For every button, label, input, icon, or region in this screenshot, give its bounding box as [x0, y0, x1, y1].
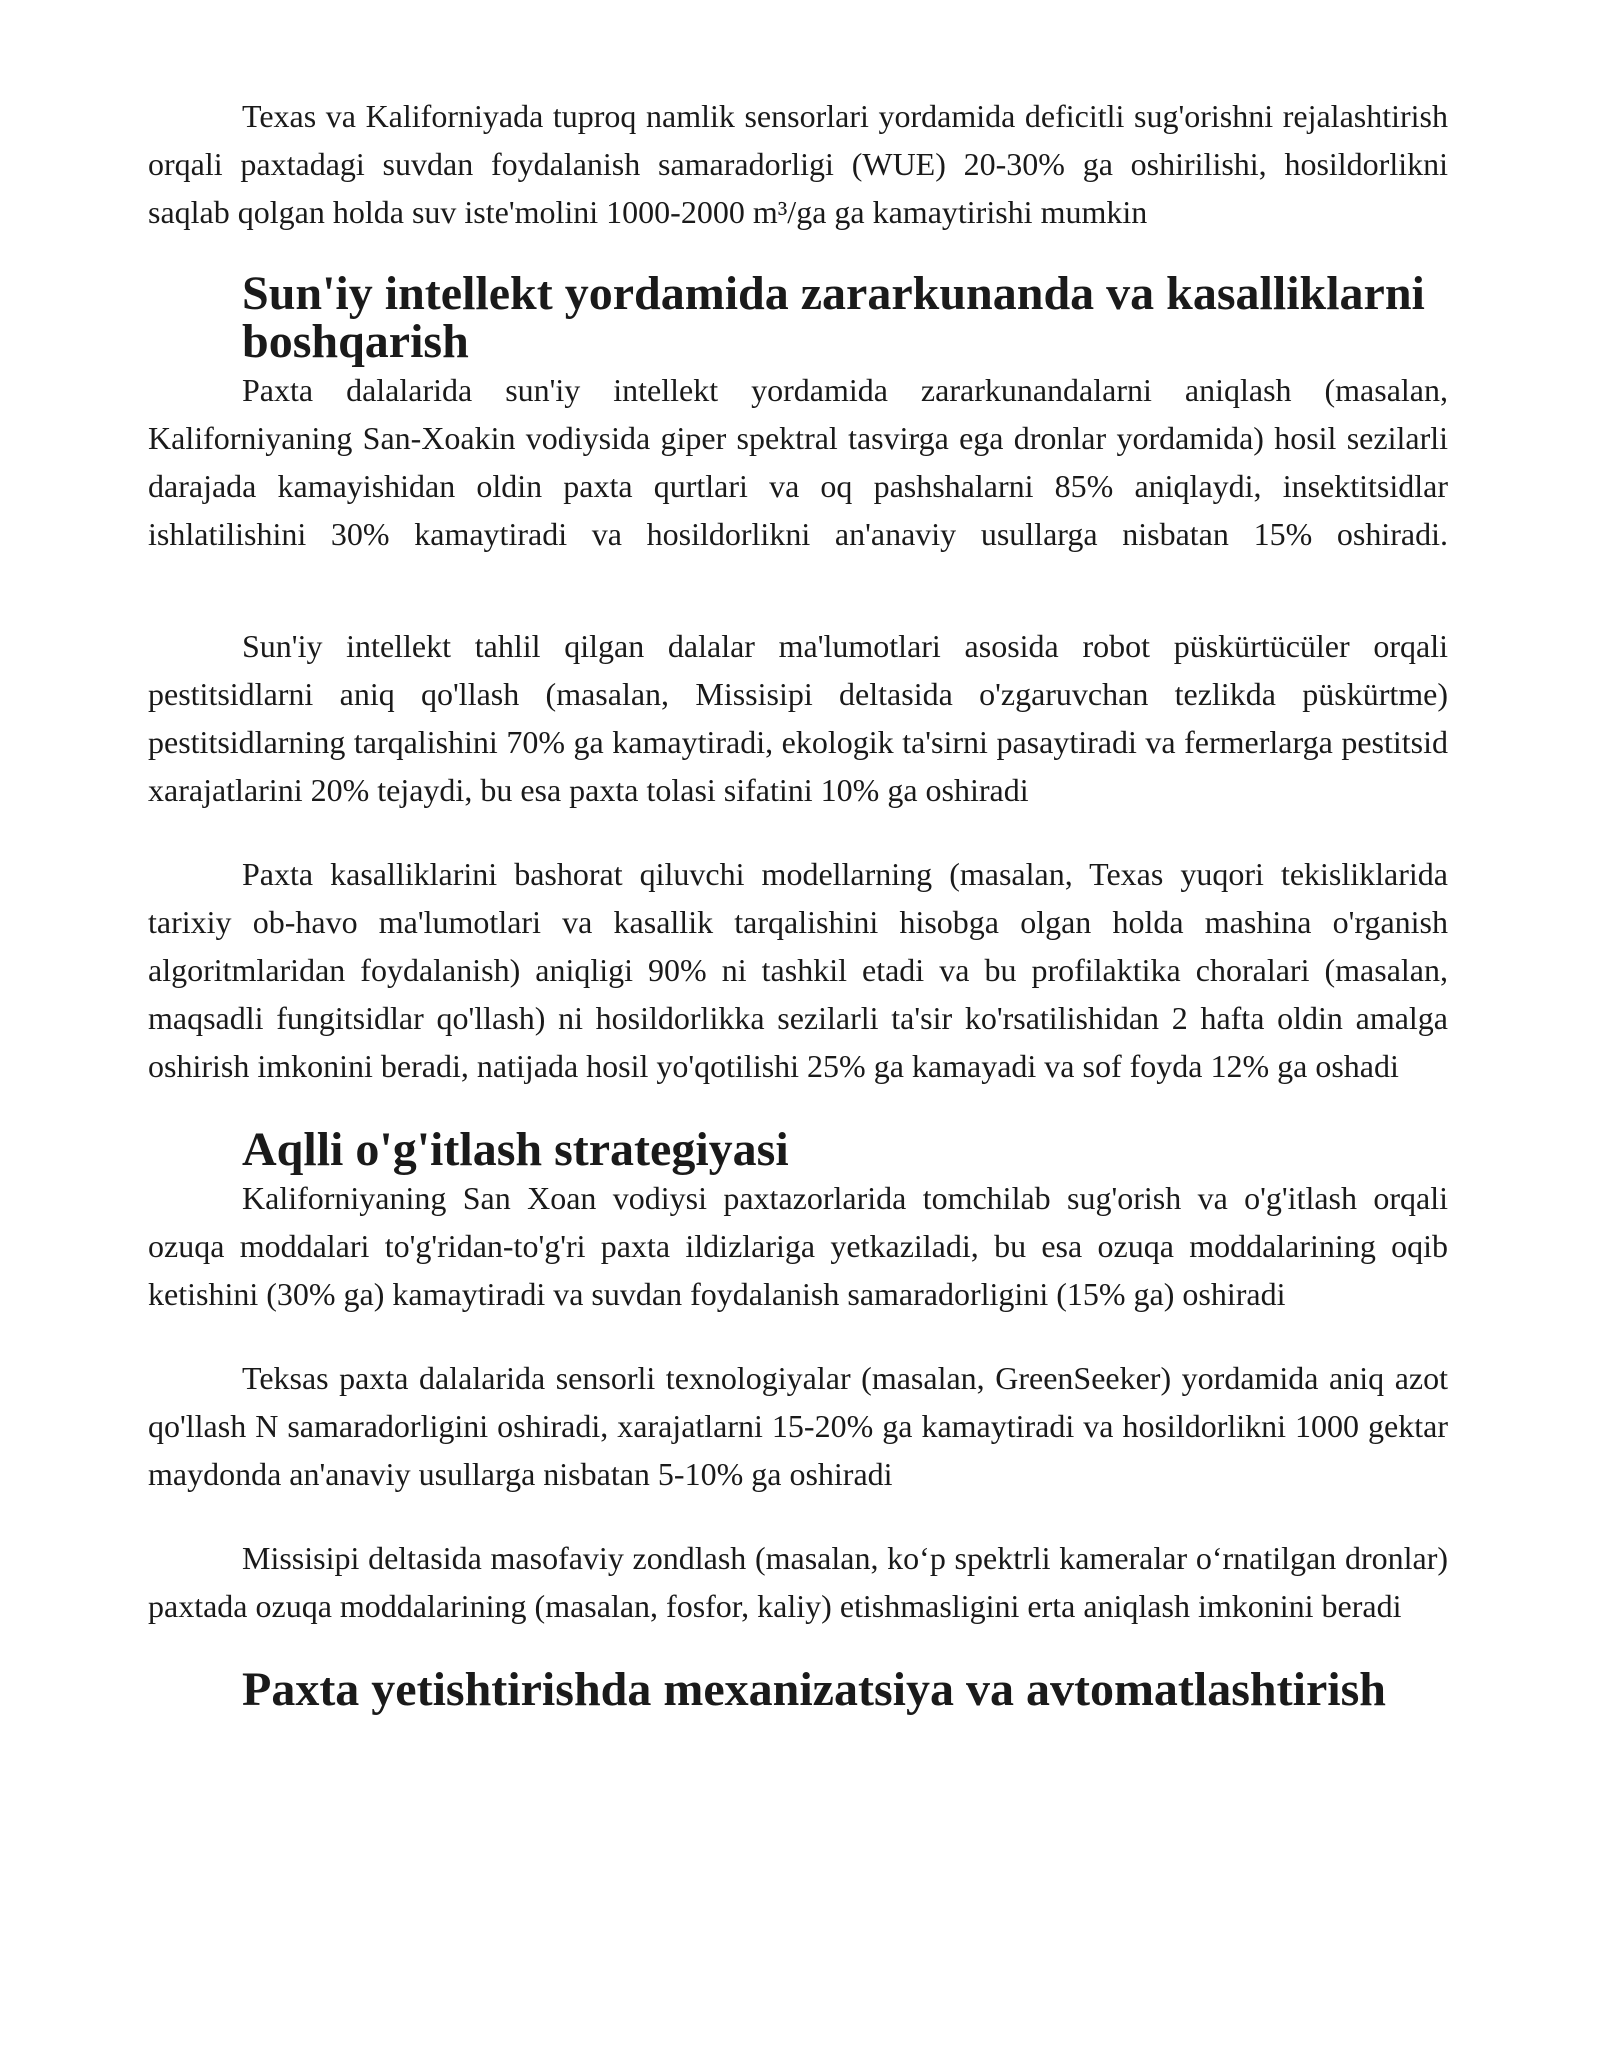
spacer	[148, 1090, 1448, 1126]
spacer	[148, 558, 1448, 622]
spacer	[148, 1498, 1448, 1534]
document-page	[148, 92, 1448, 1714]
paragraph-robot-sprayers: Sun'iy intellekt tahlil qilgan dalalar ma'lumotlari asosida robot püskürtücüler orqali pestitsidlarni aniq qo'llash (masalan, Missisipi deltasida o'zgaruvchan tezlikda püskürtme) pestitsidlarning tarqalishini 70% ga kamaytiradi, ekologik ta'sirni pasaytiradi va fermerlarga pestitsid xarajatlarini 20% tejaydi, bu esa paxta tolasi sifatini 10% ga oshiradi	[148, 628, 1448, 808]
paragraph-ai-pest-detection: Paxta dalalarida sun'iy intellekt yordamida zararkunandalarni aniqlash (masalan, Kaliforniyaning San-Xoakin vodiysida giper spektral tasvirga ega dronlar yordamida) hosil sezilarli darajada kamayishidan oldin paxta qurtlari va oq pashshalarni 85% aniqlaydi, insektitsidlar ishlatilishini 30% kamaytiradi va hosildorlikni an'anaviy usullarga nisbatan 15% oshiradi.	[148, 372, 1448, 552]
paragraph-disease-prediction: Paxta kasalliklarini bashorat qiluvchi modellarning (masalan, Texas yuqori tekisliklarida tarixiy ob-havo ma'lumotlari va kasallik tarqalishini hisobga olgan holda mashina o'rganish algoritmlaridan foydalanish) aniqligi 90% ni tashkil etadi va bu profilaktika choralari (masalan, maqsadli fungitsidlar qo'llash) ni hosildorlikka sezilarli ta'sir ko'rsatilishidan 2 hafta oldin amalga oshirish imkonini beradi, natijada hosil yo'qotilishi 25% ga kamayadi va sof foyda 12% ga oshadi	[148, 856, 1448, 1084]
paragraph-remote-sensing: Missisipi deltasida masofaviy zondlash (masalan, ko‘p spektrli kameralar o‘rnatilgan dronlar) paxtada ozuqa moddalarining (masalan, fosfor, kaliy) etishmasligini erta aniqlash imkonini beradi	[148, 1540, 1448, 1624]
heading-mechanization: Paxta yetishtirishda mexanizatsiya va avtomatlashtirish	[242, 1663, 1386, 1716]
heading-ai-pest-management: Sun'iy intellekt yordamida zararkunanda va kasalliklarni boshqarish	[242, 267, 1425, 368]
spacer	[148, 1630, 1448, 1666]
paragraph-wue: Texas va Kaliforniyada tuproq namlik sensorlari yordamida deficitli sug'orishni rejalashtirish orqali paxtadagi suvdan foydalanish samaradorligi (WUE) 20-30% ga oshirilishi, hosildorlikni saqlab qolgan holda suv iste'molini 1000-2000 m³/ga ga kamaytirishi mumkin	[148, 98, 1448, 230]
heading-smart-fertilization: Aqlli o'g'itlash strategiyasi	[242, 1123, 789, 1176]
spacer	[148, 1318, 1448, 1354]
spacer	[148, 814, 1448, 850]
paragraph-drip-fertigation: Kaliforniyaning San Xoan vodiysi paxtazorlarida tomchilab sug'orish va o'g'itlash orqali ozuqa moddalari to'g'ridan-to'g'ri paxta ildizlariga yetkaziladi, bu esa ozuqa moddalarining oqib ketishini (30% ga) kamaytiradi va suvdan foydalanish samaradorligini (15% ga) oshiradi	[148, 1180, 1448, 1312]
spacer	[148, 236, 1448, 270]
paragraph-greenseeker: Teksas paxta dalalarida sensorli texnologiyalar (masalan, GreenSeeker) yordamida aniq azot qo'llash N samaradorligini oshiradi, xarajatlarni 15-20% ga kamaytiradi va hosildorlikni 1000 gektar maydonda an'anaviy usullarga nisbatan 5-10% ga oshiradi	[148, 1360, 1448, 1492]
